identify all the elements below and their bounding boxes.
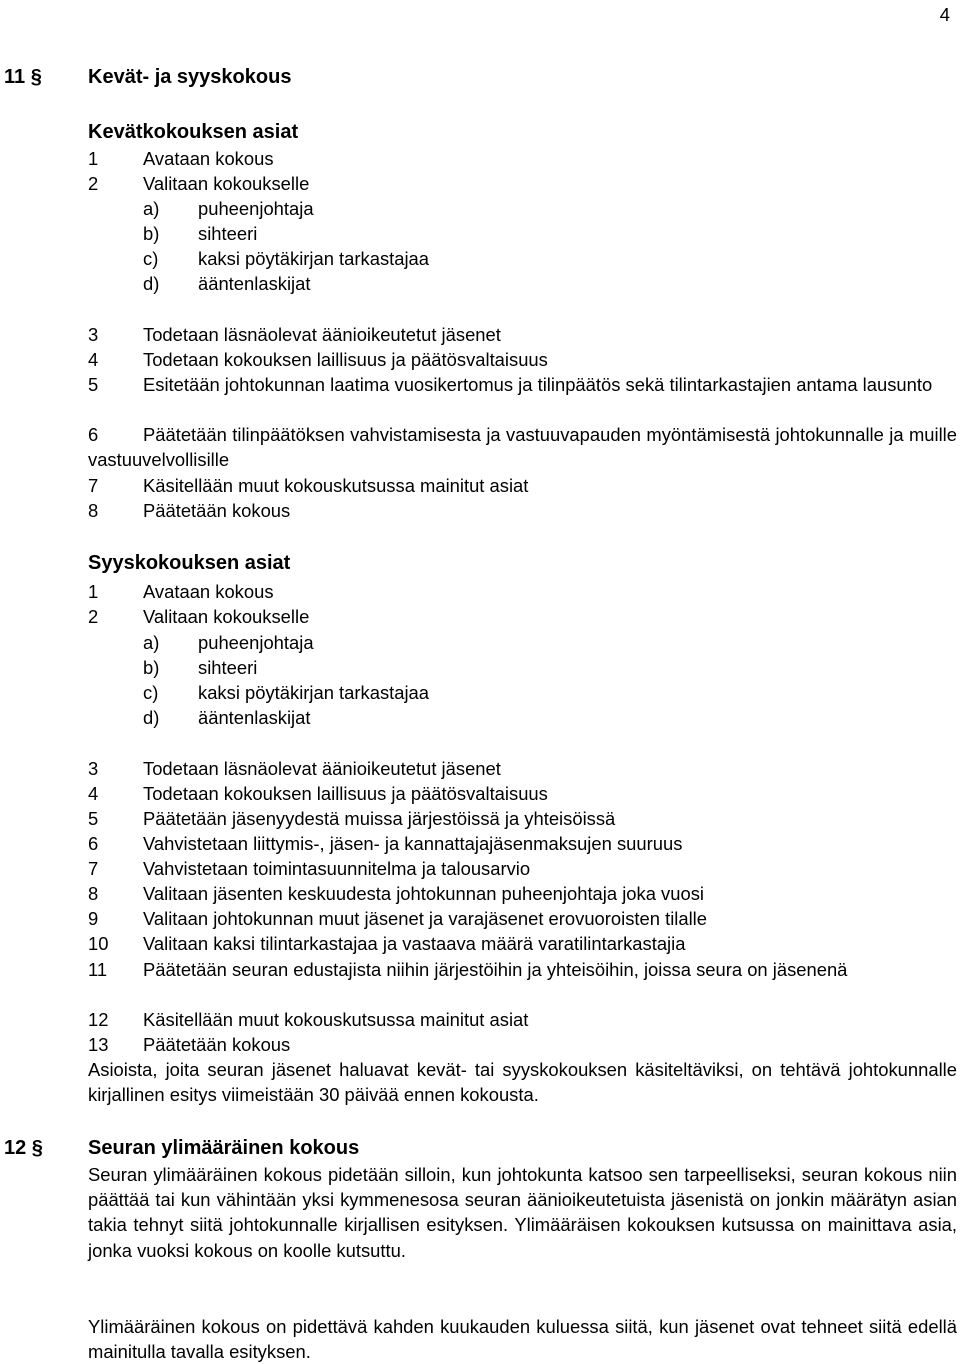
list-item: 4 Todetaan kokouksen laillisuus ja päätösvaltaisuus bbox=[88, 783, 548, 804]
list-item: 6 Päätetään tilinpäätöksen vahvistamisesta ja vastuuvapauden myöntämisestä johtokunnalle ja muille vastuuvelvollisille bbox=[88, 424, 957, 471]
list-item: 5 Esitetään johtokunnan laatima vuosikertomus ja tilinpäätös sekä tilintarkastajien antama lausunto bbox=[88, 374, 933, 395]
sub-item: c) kaksi pöytäkirjan tarkastajaa bbox=[143, 682, 430, 703]
autumn-heading: Syyskokouksen asiat bbox=[88, 552, 291, 574]
list-item: 12 Käsitellään muut kokouskutsussa mainitut asiat bbox=[88, 1009, 529, 1030]
sub-item: a) puheenjohtaja bbox=[143, 632, 314, 653]
list-item: 11 Päätetään seuran edustajista niihin järjestöihin ja yhteisöihin, joissa seura on jäsenenä bbox=[88, 959, 848, 980]
sub-item: d) ääntenlaskijat bbox=[143, 273, 311, 294]
section-12-paragraph-2: Ylimääräinen kokous on pidettävä kahden kuukauden kuluessa siitä, kun jäsenet ovat tehneet siitä edellä mainitulla tavalla esityksen. bbox=[88, 1316, 957, 1363]
list-item: 8 Valitaan jäsenten keskuudesta johtokunnan puheenjohtaja joka vuosi bbox=[88, 883, 704, 904]
list-item: 9 Valitaan johtokunnan muut jäsenet ja varajäsenet erovuoroisten tilalle bbox=[88, 908, 707, 929]
list-item: 1 Avataan kokous bbox=[88, 148, 274, 169]
sub-item: c) kaksi pöytäkirjan tarkastajaa bbox=[143, 248, 430, 269]
section-11-note: Asioista, joita seuran jäsenet haluavat kevät- tai syyskokouksen käsiteltäviksi, on tehtävä johtokunnalle kirjallinen esitys viimeistään 30 päivää ennen kokousta. bbox=[88, 1059, 957, 1106]
list-item: 1 Avataan kokous bbox=[88, 581, 274, 602]
list-item: 2 Valitaan kokoukselle bbox=[88, 606, 310, 627]
list-item: 2 Valitaan kokoukselle bbox=[88, 173, 310, 194]
list-item: 7 Käsitellään muut kokouskutsussa mainitut asiat bbox=[88, 475, 529, 496]
sub-item: b) sihteeri bbox=[143, 223, 258, 244]
sub-item: d) ääntenlaskijat bbox=[143, 707, 311, 728]
sub-item: b) sihteeri bbox=[143, 657, 258, 678]
section-12-title: Seuran ylimääräinen kokous bbox=[88, 1137, 360, 1159]
section-11-title: Kevät- ja syyskokous bbox=[88, 66, 292, 88]
sub-item: a) puheenjohtaja bbox=[143, 198, 314, 219]
list-item: 5 Päätetään jäsenyydestä muissa järjestöissä ja yhteisöissä bbox=[88, 808, 616, 829]
list-item: 6 Vahvistetaan liittymis-, jäsen- ja kannattajajäsenmaksujen suuruus bbox=[88, 833, 683, 854]
list-item: 3 Todetaan läsnäolevat äänioikeutetut jäsenet bbox=[88, 758, 501, 779]
list-item: 8 Päätetään kokous bbox=[88, 500, 291, 521]
section-11-number: 11 § bbox=[4, 66, 42, 88]
list-item: 10 Valitaan kaksi tilintarkastajaa ja vastaava määrä varatilintarkastajia bbox=[88, 933, 686, 954]
list-item: 3 Todetaan läsnäolevat äänioikeutetut jäsenet bbox=[88, 324, 501, 345]
list-item: 13 Päätetään kokous bbox=[88, 1034, 291, 1055]
section-12-paragraph-1: Seuran ylimääräinen kokous pidetään silloin, kun johtokunta katsoo sen tarpeelliseksi, seuran kokous niin päättää tai kun vähintään yksi kymmenesosa seuran äänioikeutetuista jäsenistä on jonkin määrätyn asian takia tehnyt siitä johtokunnalle kirjallisen esityksen. Ylimääräisen kokouksen kutsussa on mainittava asia, jonka vuoksi kokous on koolle kutsuttu. bbox=[88, 1164, 957, 1261]
list-item: 4 Todetaan kokouksen laillisuus ja päätösvaltaisuus bbox=[88, 349, 548, 370]
list-item: 7 Vahvistetaan toimintasuunnitelma ja talousarvio bbox=[88, 858, 531, 879]
page-number: 4 bbox=[939, 4, 950, 25]
section-12-number: 12 § bbox=[4, 1137, 43, 1159]
spring-heading: Kevätkokouksen asiat bbox=[88, 121, 299, 143]
